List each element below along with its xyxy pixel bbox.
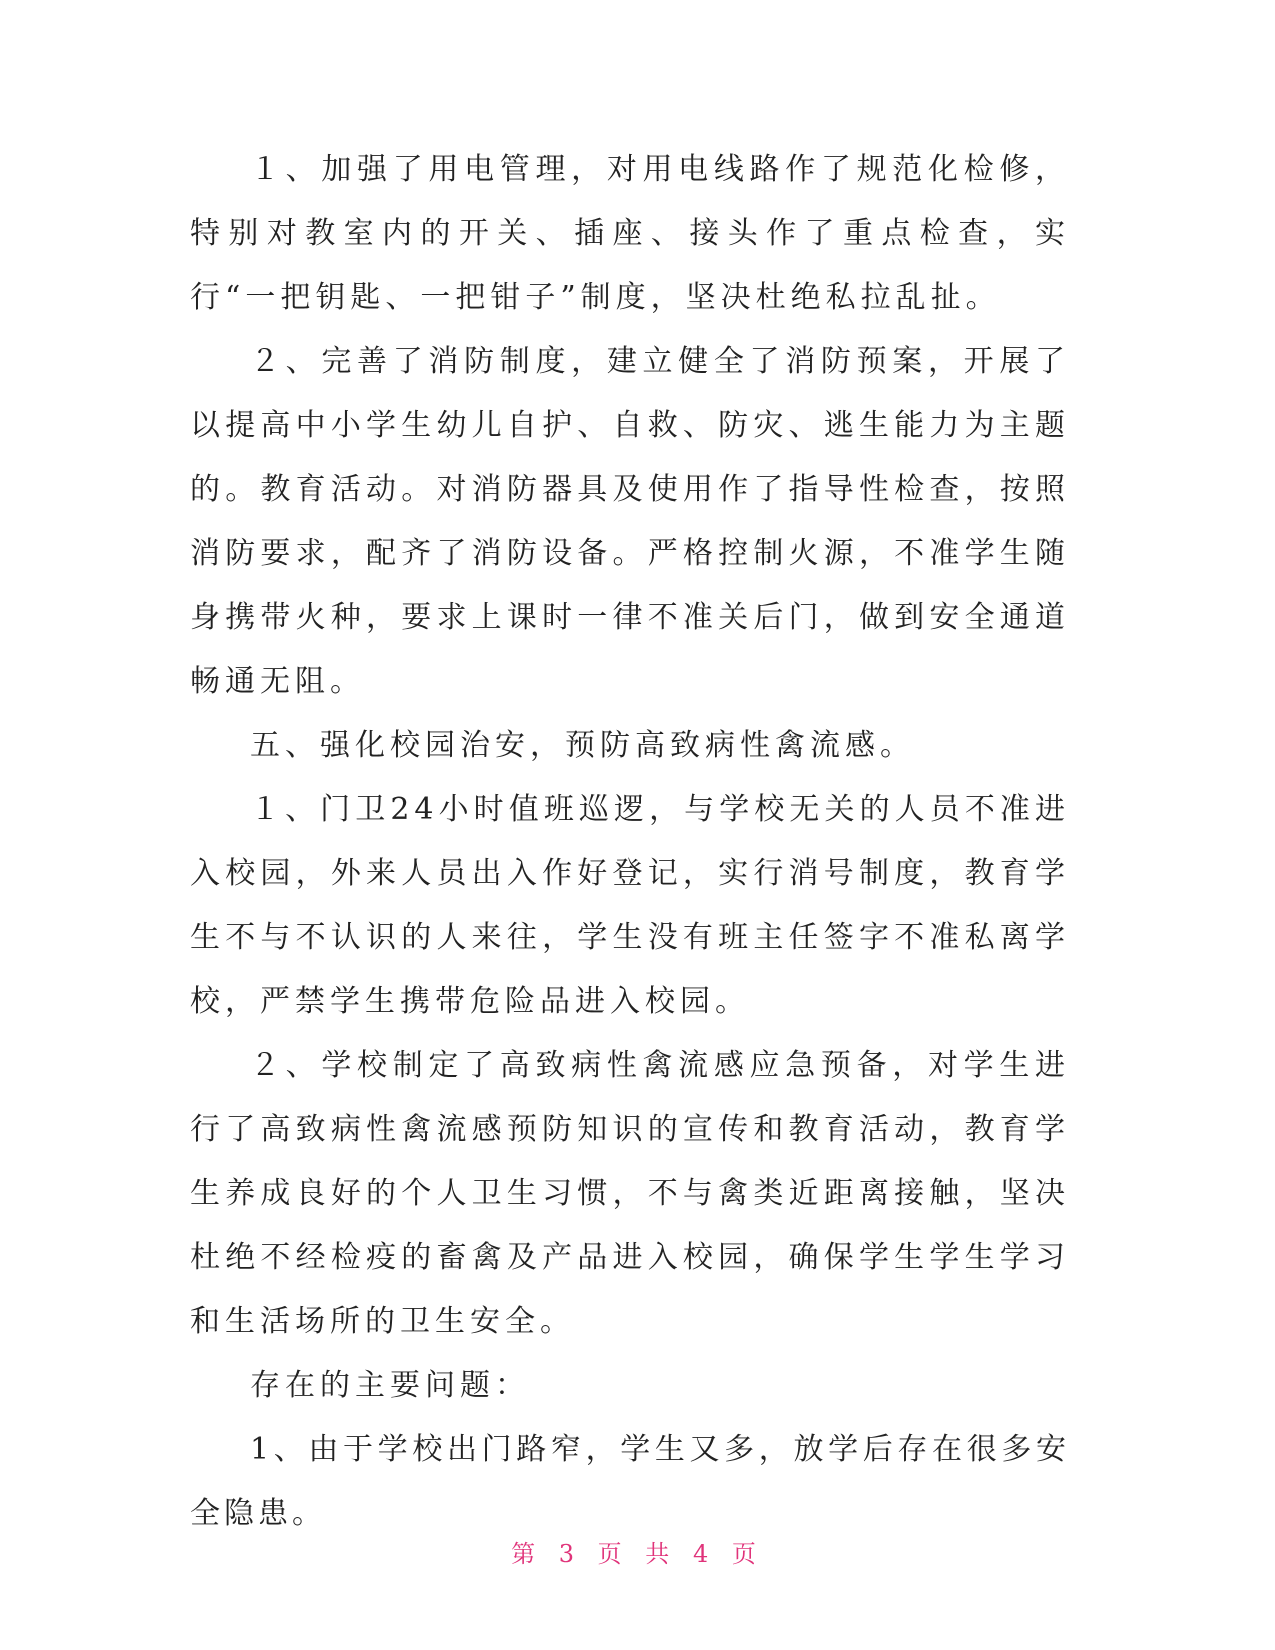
paragraph-gatekeeper-patrol: １、门卫24小时值班巡逻，与学校无关的人员不准进入校园，外来人员出入作好登记，实行消号制度，教育学生不与不认识的人来往，学生没有班主任签字不准私离学校，严禁学生携带危险品进入校园。 xyxy=(190,792,1070,1019)
section-heading-main-problems: 存在的主要问题： xyxy=(250,1368,530,1403)
paragraph-fire-safety: ２、完善了消防制度，建立健全了消防预案，开展了以提高中小学生幼儿自护、自救、防灾、逃生能力为主题的。教育活动。对消防器具及使用作了指导性检查，按照消防要求，配齐了消防设备。严格控制火源，不准学生随身携带火种，要求上课时一律不准关后门，做到安全通道畅通无阻。 xyxy=(190,344,1070,699)
document-body xyxy=(190,138,1070,1546)
paragraph-electric-management: １、加强了用电管理，对用电线路作了规范化检修，特别对教室内的开关、插座、接头作了重点检查，实行“一把钥匙、一把钳子”制度，坚决杜绝私拉乱扯。 xyxy=(190,152,1070,315)
paragraph-avian-flu-prevention: ２、学校制定了高致病性禽流感应急预备，对学生进行了高致病性禽流感预防知识的宣传和教育活动，教育学生养成良好的个人卫生习惯，不与禽类近距离接触，坚决杜绝不经检疫的畜禽及产品进入校园，确保学生学生学习和生活场所的卫生安全。 xyxy=(190,1048,1070,1339)
section-heading-campus-security: 五、强化校园治安，预防高致病性禽流感。 xyxy=(250,728,915,763)
paragraph-problem-one: 1、由于学校出门路窄，学生又多，放学后存在很多安全隐患。 xyxy=(190,1432,1070,1531)
page-number-footer: 第 3 页 共 4 页 xyxy=(511,1540,764,1568)
